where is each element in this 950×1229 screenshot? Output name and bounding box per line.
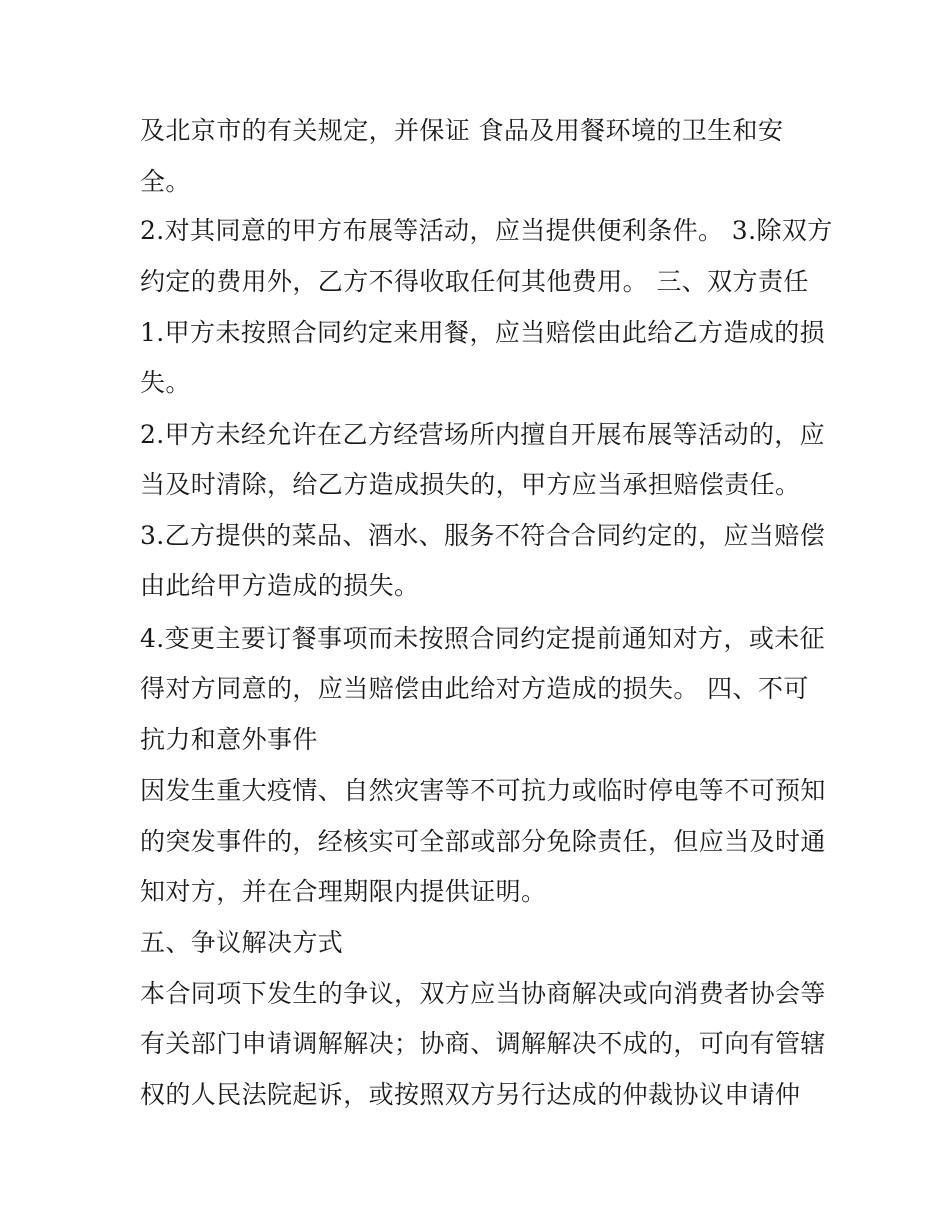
text-line: 由此给甲方造成的损失。 (140, 571, 420, 600)
text-line: 得对方同意的，应当赔偿由此给对方造成的损失。 四、不可 (140, 674, 809, 703)
text-line: 有关部门申请调解解决；协商、调解解决不成的，可向有管辖 (140, 1029, 826, 1058)
text-line: 2.对其同意的甲方布展等活动，应当提供便利条件。 3.除双方 (140, 216, 833, 245)
section-heading: 五、争议解决方式 (140, 928, 344, 957)
text-line: 4.变更主要订餐事项而未按照合同约定提前通知对方，或未征 (140, 624, 826, 653)
text-line: 2.甲方未经允许在乙方经营场所内擅自开展布展等活动的，应 (140, 420, 826, 449)
text-line: 知对方，并在合理期限内提供证明。 (140, 877, 547, 906)
text-line: 当及时清除，给乙方造成损失的，甲方应当承担赔偿责任。 (140, 470, 801, 499)
text-line: 及北京市的有关规定，并保证 食品及用餐环境的卫生和安 (140, 116, 784, 145)
text-line: 因发生重大疫情、自然灾害等不可抗力或临时停电等不可预知 (140, 776, 826, 805)
text-line: 3.乙方提供的菜品、酒水、服务不符合合同约定的，应当赔偿 (140, 521, 826, 550)
text-line: 本合同项下发生的争议，双方应当协商解决或向消费者协会等 (140, 979, 826, 1008)
text-line: 的突发事件的，经核实可全部或部分免除责任，但应当及时通 (140, 827, 826, 856)
text-line: 失。 (140, 368, 191, 397)
text-line: 权的人民法院起诉，或按照双方另行达成的仲裁协议申请仲 (140, 1080, 801, 1109)
text-line: 1.甲方未按照合同约定来用餐，应当赔偿由此给乙方造成的损 (140, 318, 826, 347)
text-line: 抗力和意外事件 (140, 725, 318, 754)
text-line: 全。 (140, 167, 191, 196)
text-line: 约定的费用外，乙方不得收取任何其他费用。 三、双方责任 (140, 267, 809, 296)
